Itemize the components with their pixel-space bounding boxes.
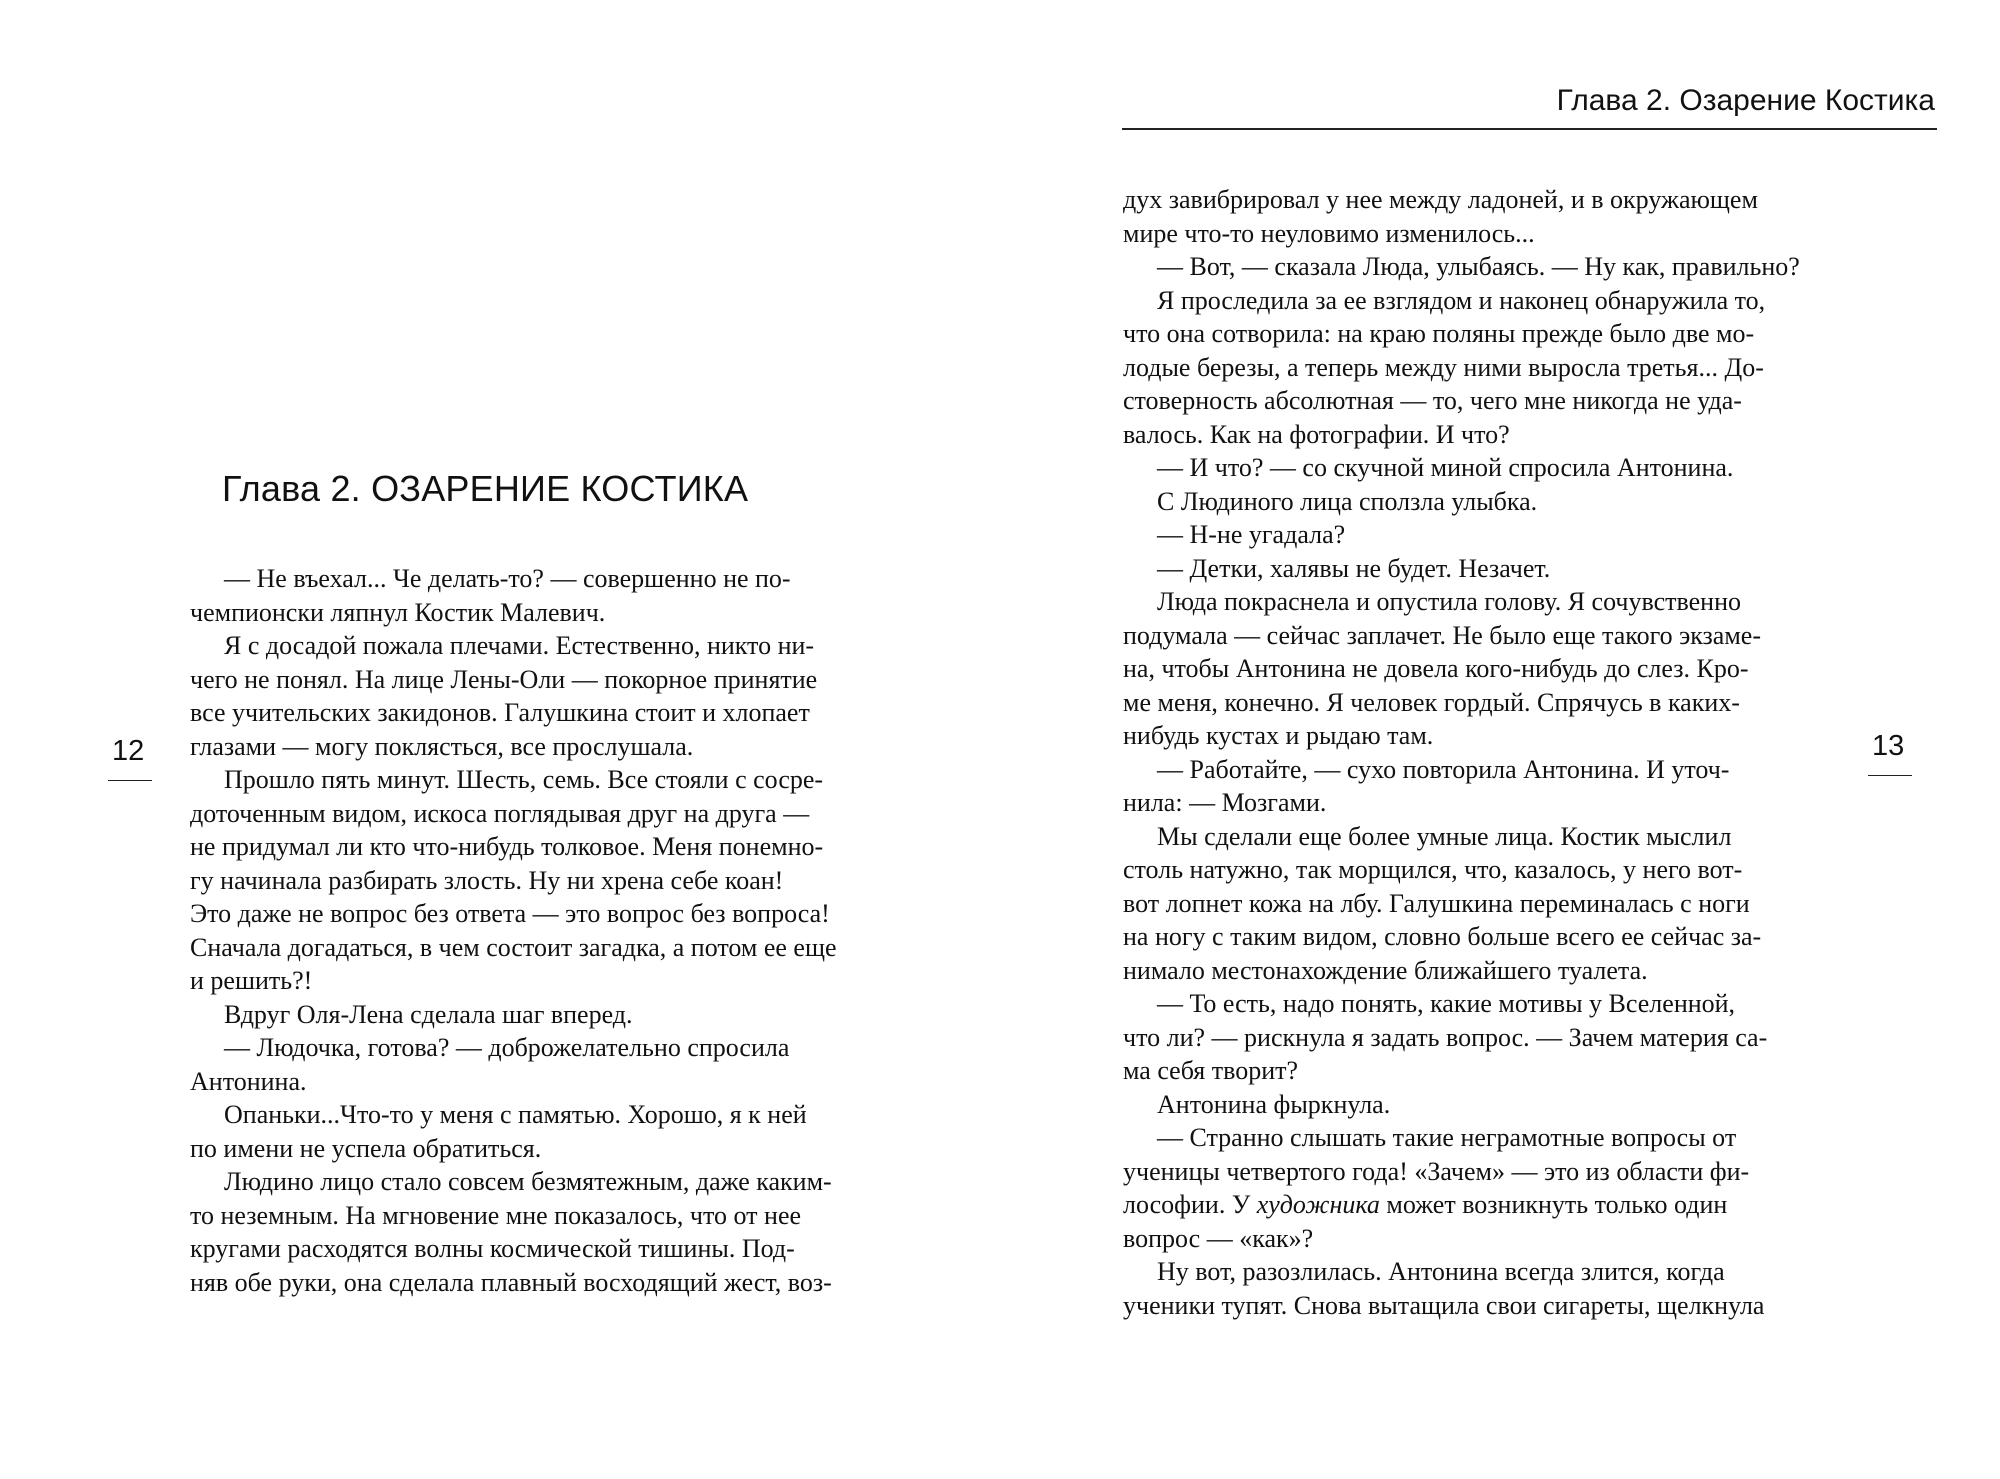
paragraph: С Людиного лица сползла улыбка. — [1157, 486, 1538, 516]
paragraph: Я проследила за ее взглядом и наконец обнаружила то, что она сотворила: на краю поляны прежде было две мо- лодые березы, а теперь между ними выросла третья... До- стоверность абсолютная — то, чего мне никогда не уда- валось. Как на фотографии. И что? — [1123, 285, 1766, 449]
right-page-text — [1123, 183, 1833, 1322]
paragraph: Я с досадой пожала плечами. Естественно, никто ни- чего не понял. На лице Лены-Оли — покорное принятие все учительских закидонов. Галушкина стоит и хлопает глазами — могу поклясться, все прослушала. — [190, 631, 818, 761]
paragraph: Мы сделали еще более умные лица. Костик мыслил столь натужно, так морщился, что, казалось, у него вот- вот лопнет кожа на лбу. Галушкина переминалась с ноги на ногу с таким видом, словно больше всего ее сейчас за- нимало местонахождение ближайшего туалета. — [1123, 821, 1762, 985]
paragraph: — Работайте, — сухо повторила Антонина. И уточ- нила: — Мозгами. — [1123, 754, 1730, 817]
paragraph: Ну вот, разозлилась. Антонина всегда злится, когда ученики тупят. Снова вытащила свои сигареты, щелкнула — [1123, 1257, 1765, 1320]
paragraph: Опаньки...Что-то у меня с памятью. Хорошо, я к ней по имени не успела обратиться. — [190, 1100, 807, 1163]
page-number-rule — [108, 780, 152, 781]
page-number-rule — [1868, 775, 1912, 776]
italic-word: художника — [1256, 1190, 1380, 1219]
running-head: Глава 2. Озарение Костика — [1556, 84, 1935, 117]
paragraph: — То есть, надо понять, какие мотивы у Вселенной, что ли? — рискнула я задать вопрос. — Зачем материя са- ма себя творит? — [1123, 989, 1768, 1085]
chapter-title: Глава 2. ОЗАРЕНИЕ КОСТИКА — [222, 468, 749, 509]
paragraph: Вдруг Оля-Лена сделала шаг вперед. — [224, 999, 633, 1029]
paragraph: — И что? — со скучной миной спросила Антонина. — [1157, 453, 1734, 482]
paragraph: — Вот, — сказала Люда, улыбаясь. — Ну как, правильно? — [1157, 252, 1800, 281]
running-head-rule — [1122, 128, 1937, 130]
paragraph: дух завибрировал у нее между ладоней, и в окружающем мире что-то неуловимо изменилось... — [1123, 185, 1758, 248]
left-page-text — [190, 562, 900, 1299]
right-page — [1000, 0, 2000, 1479]
paragraph: — Детки, халявы не будет. Незачет. — [1157, 553, 1551, 583]
page-number-right: 13 — [1872, 730, 1905, 762]
paragraph: — Людочка, готова? — доброжелательно спросила Антонина. — [190, 1033, 790, 1096]
page-number-left: 12 — [112, 735, 145, 767]
paragraph: — Странно слышать такие неграмотные вопросы от ученицы четвертого года! «Зачем» — это из области фи- лософии. У художника может возникнуть только один вопрос — «как»? — [1123, 1123, 1750, 1253]
paragraph: — Не въехал... Че делать-то? — совершенно не по- чемпионски ляпнул Костик Малевич. — [190, 564, 791, 627]
paragraph: Людино лицо стало совсем безмятежным, даже каким- то неземным. На мгновение мне показалось, что от нее кругами расходятся волны космической тишины. Под- няв обе руки, она сделала плавный восходящий жест, воз- — [190, 1167, 832, 1297]
paragraph: Прошло пять минут. Шесть, семь. Все стояли с сосре- доточенным видом, искоса поглядывая друг на друга — не придумал ли кто что-нибудь толковое. Меня понемно- гу начинала разбирать злость. Ну ни хрена себе коан! Это даже не вопрос без ответа — это вопрос без вопроса! Сначала догадаться, в чем состоит загадка, а потом ее еще и решить?! — [190, 765, 837, 995]
paragraph: Антонина фыркнула. — [1157, 1089, 1391, 1119]
paragraph: Люда покраснела и опустила голову. Я сочувственно подумала — сейчас заплачет. Не было еще такого экзаме- на, чтобы Антонина не довела кого-нибудь до слез. Кро- ме меня, конечно. Я человек гордый. Спрячусь в каких- нибудь кустах и рыдаю там. — [1123, 587, 1762, 750]
paragraph: — Н-не угадала? — [1157, 520, 1346, 549]
